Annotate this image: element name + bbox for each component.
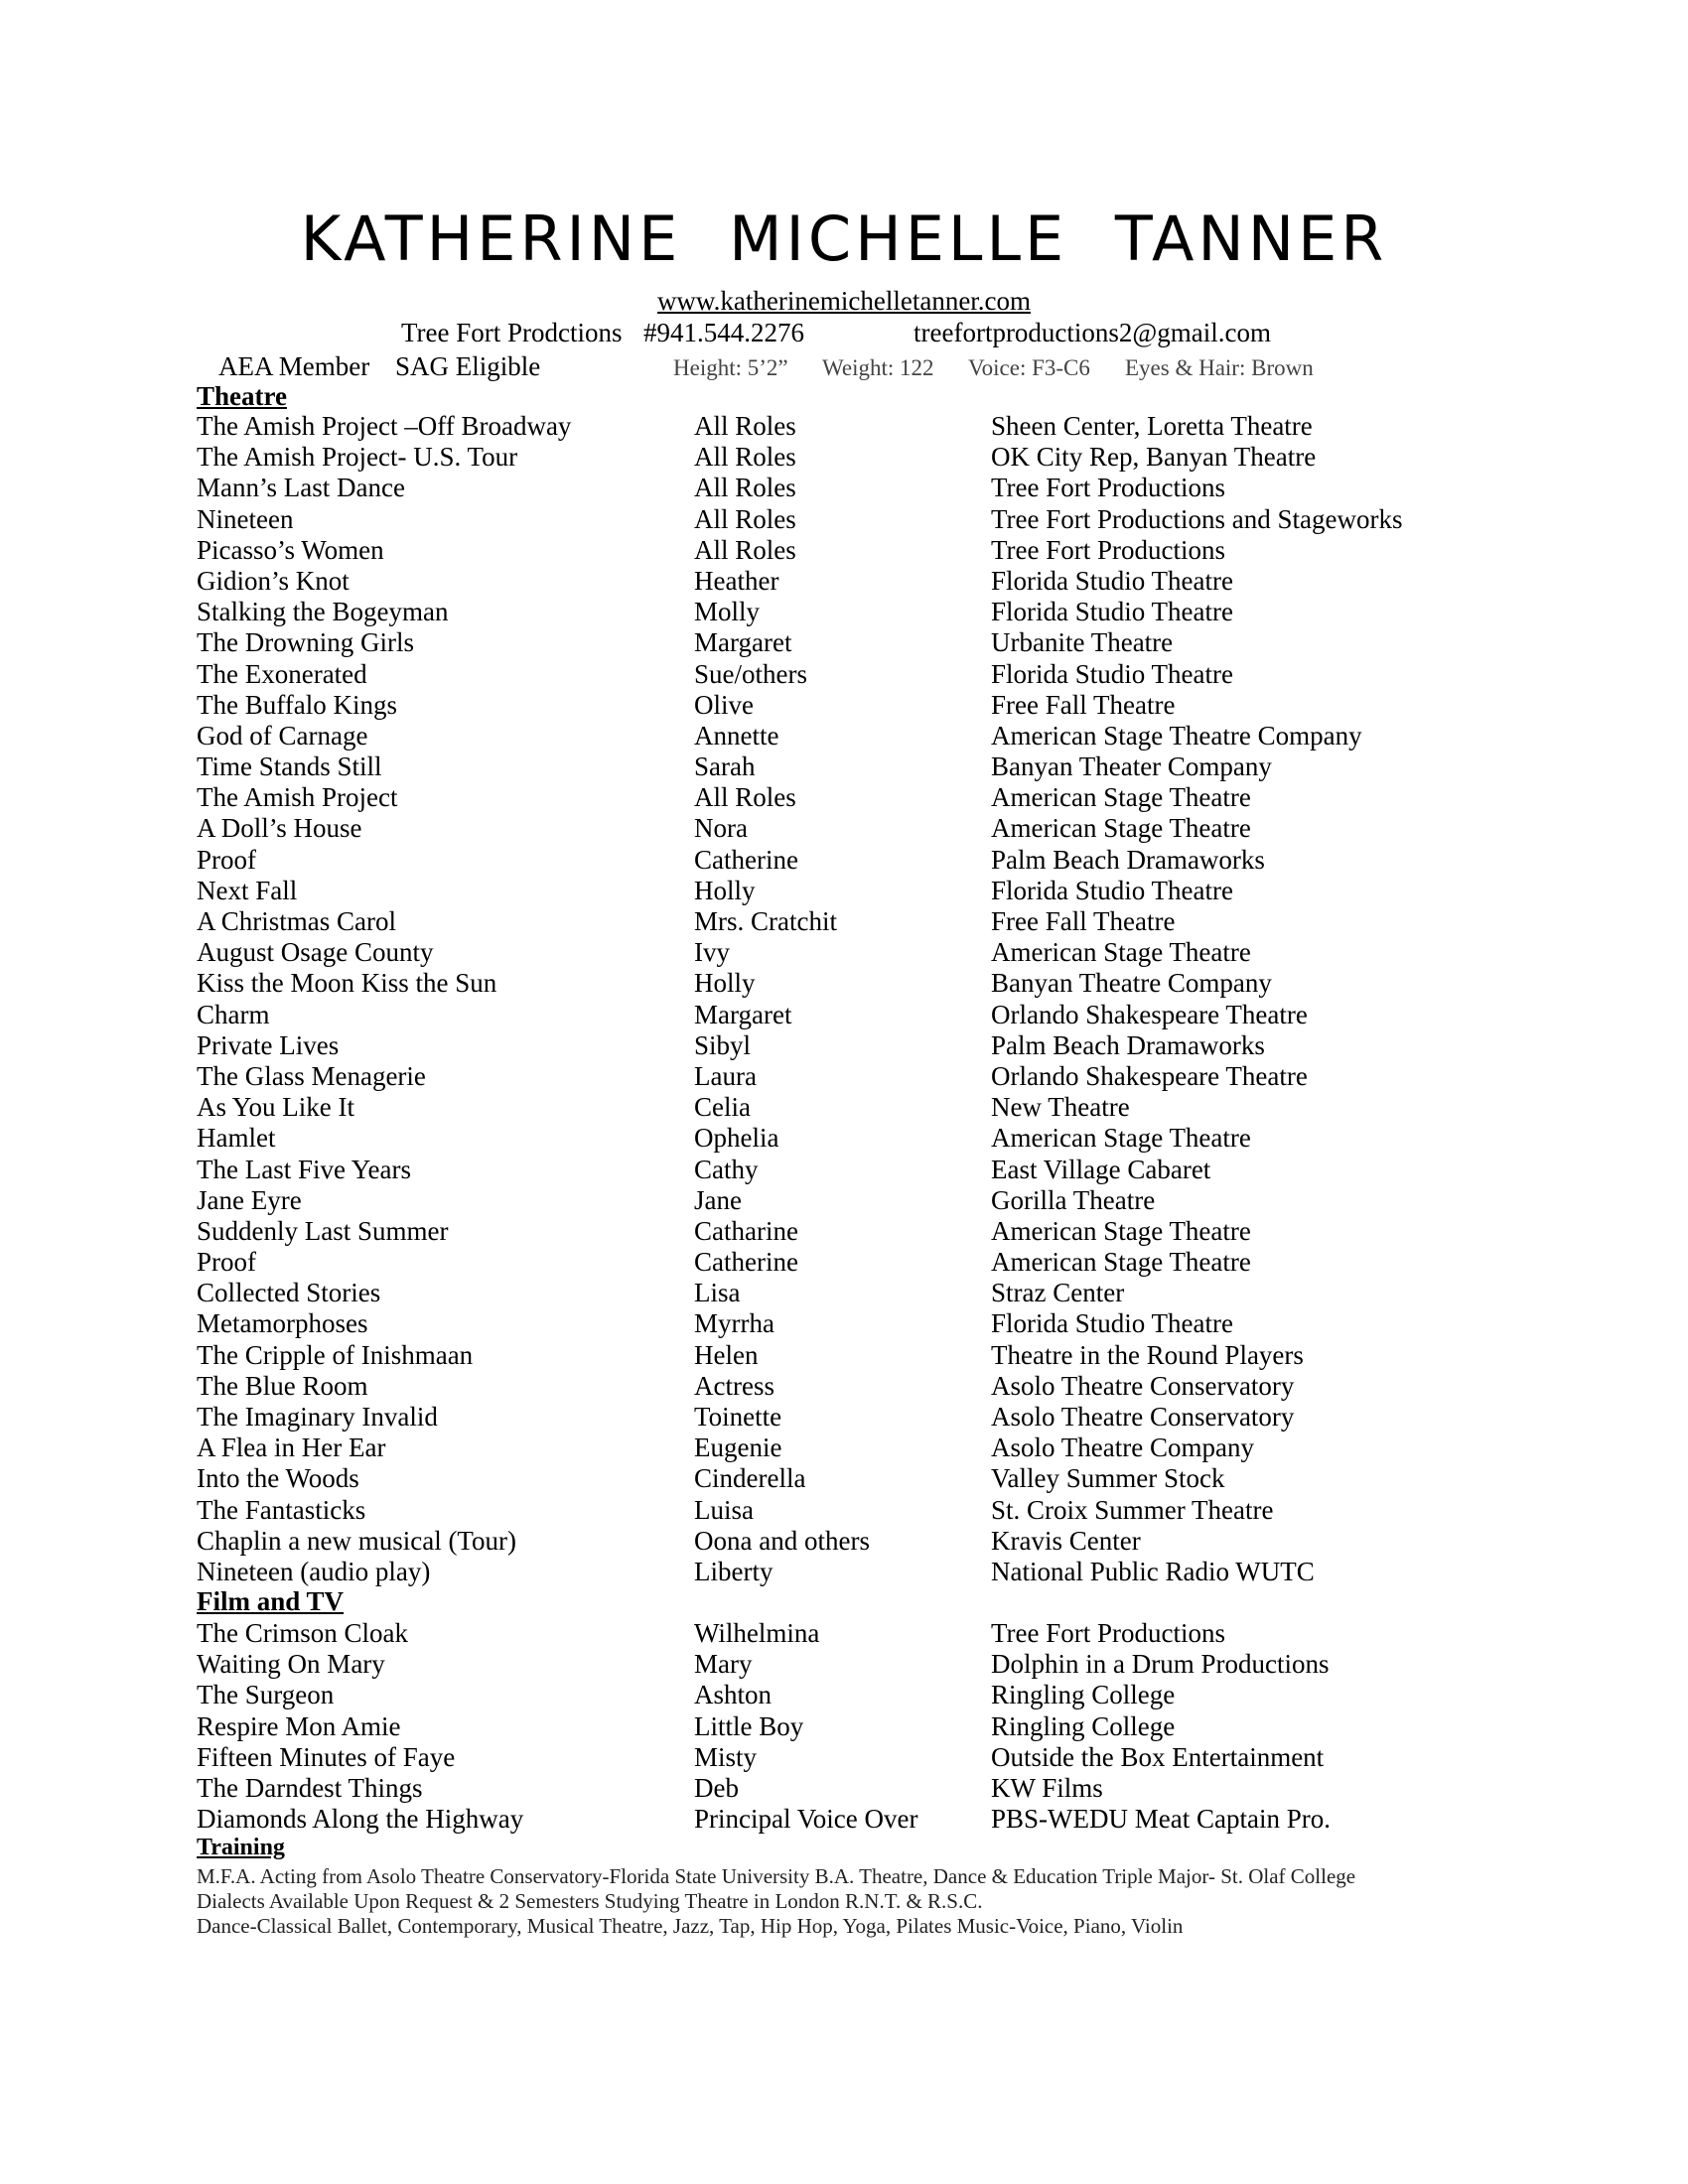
height-stat: Height: 5’2” [673,355,788,380]
theatre-row [197,782,1487,813]
theatre-role: Margaret [694,627,792,658]
theatre-venue: New Theatre [991,1092,1130,1123]
film-venue: Ringling College [991,1680,1176,1710]
theatre-role: Mrs. Cratchit [694,906,837,936]
theatre-row [197,1371,1487,1402]
theatre-venue: Gorilla Theatre [991,1184,1156,1215]
film-title: Respire Mon Amie [197,1710,401,1741]
theatre-title: Proof [197,1247,256,1278]
theatre-title: The Blue Room [197,1370,368,1401]
theatre-row [197,1061,1487,1092]
theatre-role: Myrrha [694,1308,774,1339]
theatre-row [197,721,1487,751]
theatre-venue: American Stage Theatre [991,937,1251,968]
theatre-title: Picasso’s Women [197,534,384,565]
voice-stat: Voice: F3-C6 [968,355,1090,380]
theatre-venue: Asolo Theatre Conservatory [991,1370,1295,1401]
theatre-title: Collected Stories [197,1278,381,1308]
theatre-title: A Flea in Her Ear [197,1433,386,1463]
theatre-venue: Florida Studio Theatre [991,597,1233,627]
theatre-row [197,1433,1487,1463]
theatre-role: Toinette [694,1402,782,1432]
theatre-title: The Amish Project –Off Broadway [197,411,572,441]
theatre-role: All Roles [694,442,796,473]
theatre-row [197,1402,1487,1433]
film-title: The Crimson Cloak [197,1618,408,1648]
film-venue: Outside the Box Entertainment [991,1741,1325,1772]
theatre-role: All Roles [694,473,796,503]
theatre-venue: American Stage Theatre Company [991,720,1362,751]
theatre-row [197,1185,1487,1216]
theatre-venue: National Public Radio WUTC [991,1556,1315,1586]
theatre-title: Gidion’s Knot [197,565,350,596]
film-row [197,1618,1487,1649]
theatre-row [197,813,1487,844]
theatre-role: Cathy [694,1154,759,1184]
theatre-row [197,473,1487,503]
theatre-row [197,1495,1487,1526]
theatre-venue: Palm Beach Dramaworks [991,1029,1265,1060]
film-row [197,1742,1487,1773]
theatre-title: The Glass Menagerie [197,1060,426,1091]
theatre-role: Annette [694,720,779,751]
theatre-venue: American Stage Theatre [991,1215,1251,1246]
theatre-venue: Free Fall Theatre [991,906,1176,936]
theatre-venue: Asolo Theatre Conservatory [991,1402,1295,1432]
theatre-role: Margaret [694,999,792,1029]
theatre-venue: Straz Center [991,1278,1125,1308]
eyes-hair-stat: Eyes & Hair: Brown [1125,355,1314,380]
theatre-title: The Amish Project- U.S. Tour [197,442,518,473]
website-link[interactable]: www.katherinemichelletanner.com [656,286,1032,316]
theatre-row [197,1216,1487,1247]
theatre-row [197,1278,1487,1308]
film-venue: Tree Fort Productions [991,1618,1226,1648]
theatre-title: The Buffalo Kings [197,689,397,720]
theatre-title: August Osage County [197,937,434,968]
theatre-title: A Doll’s House [197,813,362,844]
sag-eligible: SAG Eligible [395,351,541,381]
theatre-venue: Orlando Shakespeare Theatre [991,1060,1308,1091]
theatre-role: All Roles [694,411,796,441]
theatre-venue: Florida Studio Theatre [991,658,1233,689]
film-title: Diamonds Along the Highway [197,1804,524,1835]
theatre-venue: American Stage Theatre [991,1247,1251,1278]
theatre-venue: Urbanite Theatre [991,627,1174,658]
film-row [197,1711,1487,1742]
theatre-row [197,1030,1487,1061]
theatre-role: Eugenie [694,1433,782,1463]
theatre-title: Proof [197,844,256,875]
theatre-row [197,937,1487,968]
theatre-role: Helen [694,1339,759,1370]
film-venue: Dolphin in a Drum Productions [991,1649,1330,1680]
training-line: M.F.A. Acting from Asolo Theatre Conservatory-Florida State University B.A. Theatre, Dance & Education Triple Major- St. Olaf College [197,1864,1356,1888]
theatre-row [197,1092,1487,1123]
theatre-venue: Kravis Center [991,1525,1141,1556]
theatre-role: All Roles [694,782,796,813]
theatre-row [197,1557,1487,1587]
theatre-title: The Last Five Years [197,1154,411,1184]
theatre-role: Sarah [694,751,756,782]
film-title: The Darndest Things [197,1772,423,1803]
theatre-row [197,1247,1487,1278]
training-line: Dialects Available Upon Request & 2 Semesters Studying Theatre in London R.N.T. & R.S.C. [197,1889,983,1913]
film-role: Ashton [694,1680,773,1710]
theatre-title: Time Stands Still [197,751,382,782]
film-row [197,1773,1487,1804]
phone-number: #941.544.2276 [643,318,804,347]
film-row [197,1649,1487,1680]
theatre-venue: American Stage Theatre [991,1123,1251,1154]
film-title: The Surgeon [197,1680,335,1710]
theatre-role: All Roles [694,503,796,534]
theatre-role: Lisa [694,1278,741,1308]
theatre-row [197,1340,1487,1371]
theatre-role: Laura [694,1060,757,1091]
film-venue: PBS-WEDU Meat Captain Pro. [991,1804,1331,1835]
theatre-role: Catherine [694,844,798,875]
film-tv-heading: Film and TV [197,1586,345,1616]
theatre-role: Olive [694,689,754,720]
aea-member: AEA Member [218,351,370,381]
theatre-title: The Cripple of Inishmaan [197,1339,474,1370]
training-heading: Training [197,1835,285,1860]
theatre-row [197,845,1487,876]
theatre-venue: St. Croix Summer Theatre [991,1494,1274,1525]
theatre-heading: Theatre [197,381,287,411]
theatre-venue: OK City Rep, Banyan Theatre [991,442,1317,473]
theatre-row [197,876,1487,906]
theatre-role: Liberty [694,1556,774,1586]
theatre-role: Luisa [694,1494,754,1525]
theatre-role: Catharine [694,1215,798,1246]
theatre-row [197,1463,1487,1494]
theatre-title: Private Lives [197,1029,340,1060]
theatre-row [197,442,1487,473]
theatre-row [197,535,1487,566]
film-role: Mary [694,1649,753,1680]
theatre-title: Mann’s Last Dance [197,473,405,503]
theatre-venue: Tree Fort Productions and Stageworks [991,503,1403,534]
theatre-venue: Florida Studio Theatre [991,875,1233,905]
theatre-title: Kiss the Moon Kiss the Sun [197,968,497,999]
theatre-row [197,1155,1487,1185]
theatre-venue: American Stage Theatre [991,782,1251,813]
theatre-venue: Orlando Shakespeare Theatre [991,999,1308,1029]
theatre-title: God of Carnage [197,720,368,751]
theatre-role: Oona and others [694,1525,870,1556]
film-role: Deb [694,1772,739,1803]
theatre-venue: Asolo Theatre Company [991,1433,1254,1463]
theatre-title: Nineteen (audio play) [197,1556,431,1586]
theatre-row [197,1000,1487,1030]
theatre-venue: East Village Cabaret [991,1154,1211,1184]
theatre-row [197,566,1487,597]
theatre-row [197,627,1487,658]
theatre-title: The Amish Project [197,782,398,813]
theatre-row [197,597,1487,627]
theatre-title: The Fantasticks [197,1494,366,1525]
theatre-row [197,690,1487,721]
theatre-venue: Florida Studio Theatre [991,565,1233,596]
theatre-row [197,906,1487,937]
film-venue: Ringling College [991,1710,1176,1741]
theatre-title: Suddenly Last Summer [197,1215,449,1246]
theatre-role: All Roles [694,534,796,565]
theatre-role: Ophelia [694,1123,779,1154]
theatre-row [197,504,1487,535]
film-row [197,1804,1487,1835]
theatre-title: Jane Eyre [197,1184,302,1215]
theatre-title: Hamlet [197,1123,276,1154]
film-role: Misty [694,1741,758,1772]
film-role: Wilhelmina [694,1618,820,1648]
theatre-venue: American Stage Theatre [991,813,1251,844]
film-role: Principal Voice Over [694,1804,918,1835]
theatre-venue: Sheen Center, Loretta Theatre [991,411,1313,441]
theatre-venue: Valley Summer Stock [991,1463,1225,1494]
theatre-venue: Tree Fort Productions [991,473,1226,503]
theatre-role: Celia [694,1092,751,1123]
theatre-venue: Banyan Theater Company [991,751,1272,782]
film-tv-credits [197,1618,1487,1835]
theatre-title: The Imaginary Invalid [197,1402,438,1432]
theatre-row [197,1123,1487,1154]
theatre-row [197,659,1487,690]
theatre-role: Jane [694,1184,742,1215]
theatre-venue: Free Fall Theatre [991,689,1176,720]
theatre-title: Stalking the Bogeyman [197,597,449,627]
theatre-venue: Banyan Theatre Company [991,968,1272,999]
theatre-role: Molly [694,597,761,627]
theatre-venue: Florida Studio Theatre [991,1308,1233,1339]
film-row [197,1680,1487,1710]
theatre-row [197,1308,1487,1339]
theatre-title: Next Fall [197,875,298,905]
theatre-venue: Theatre in the Round Players [991,1339,1304,1370]
theatre-row [197,411,1487,442]
training-list [197,1864,1355,1939]
weight-stat: Weight: 122 [822,355,934,380]
film-title: Fifteen Minutes of Faye [197,1741,456,1772]
theatre-credits [197,411,1487,1587]
theatre-role: Sibyl [694,1029,752,1060]
theatre-title: The Exonerated [197,658,367,689]
theatre-venue: Palm Beach Dramaworks [991,844,1265,875]
theatre-venue: Tree Fort Productions [991,534,1226,565]
film-title: Waiting On Mary [197,1649,385,1680]
theatre-title: Nineteen [197,503,294,534]
theatre-role: Nora [694,813,748,844]
theatre-title: The Drowning Girls [197,627,414,658]
email-address[interactable]: treefortproductions2@gmail.com [914,318,1272,347]
theatre-role: Catherine [694,1247,798,1278]
theatre-role: Heather [694,565,779,596]
theatre-title: Into the Woods [197,1463,359,1494]
theatre-title: Metamorphoses [197,1308,368,1339]
theatre-row [197,751,1487,782]
theatre-title: As You Like It [197,1092,355,1123]
theatre-role: Ivy [694,937,730,968]
theatre-role: Actress [694,1370,774,1401]
theatre-title: A Christmas Carol [197,906,396,936]
theatre-role: Sue/others [694,658,807,689]
company-name: Tree Fort Prodctions [401,318,623,347]
theatre-role: Cinderella [694,1463,806,1494]
theatre-title: Charm [197,999,270,1029]
film-venue: KW Films [991,1772,1103,1803]
resume-name: KATHERINE MICHELLE TANNER [300,203,1388,275]
theatre-row [197,1526,1487,1557]
theatre-role: Holly [694,968,756,999]
film-role: Little Boy [694,1710,804,1741]
training-line: Dance-Classical Ballet, Contemporary, Musical Theatre, Jazz, Tap, Hip Hop, Yoga, Pilates Music-Voice, Piano, Violin [197,1914,1184,1938]
theatre-title: Chaplin a new musical (Tour) [197,1525,517,1556]
theatre-row [197,968,1487,999]
theatre-role: Holly [694,875,756,905]
